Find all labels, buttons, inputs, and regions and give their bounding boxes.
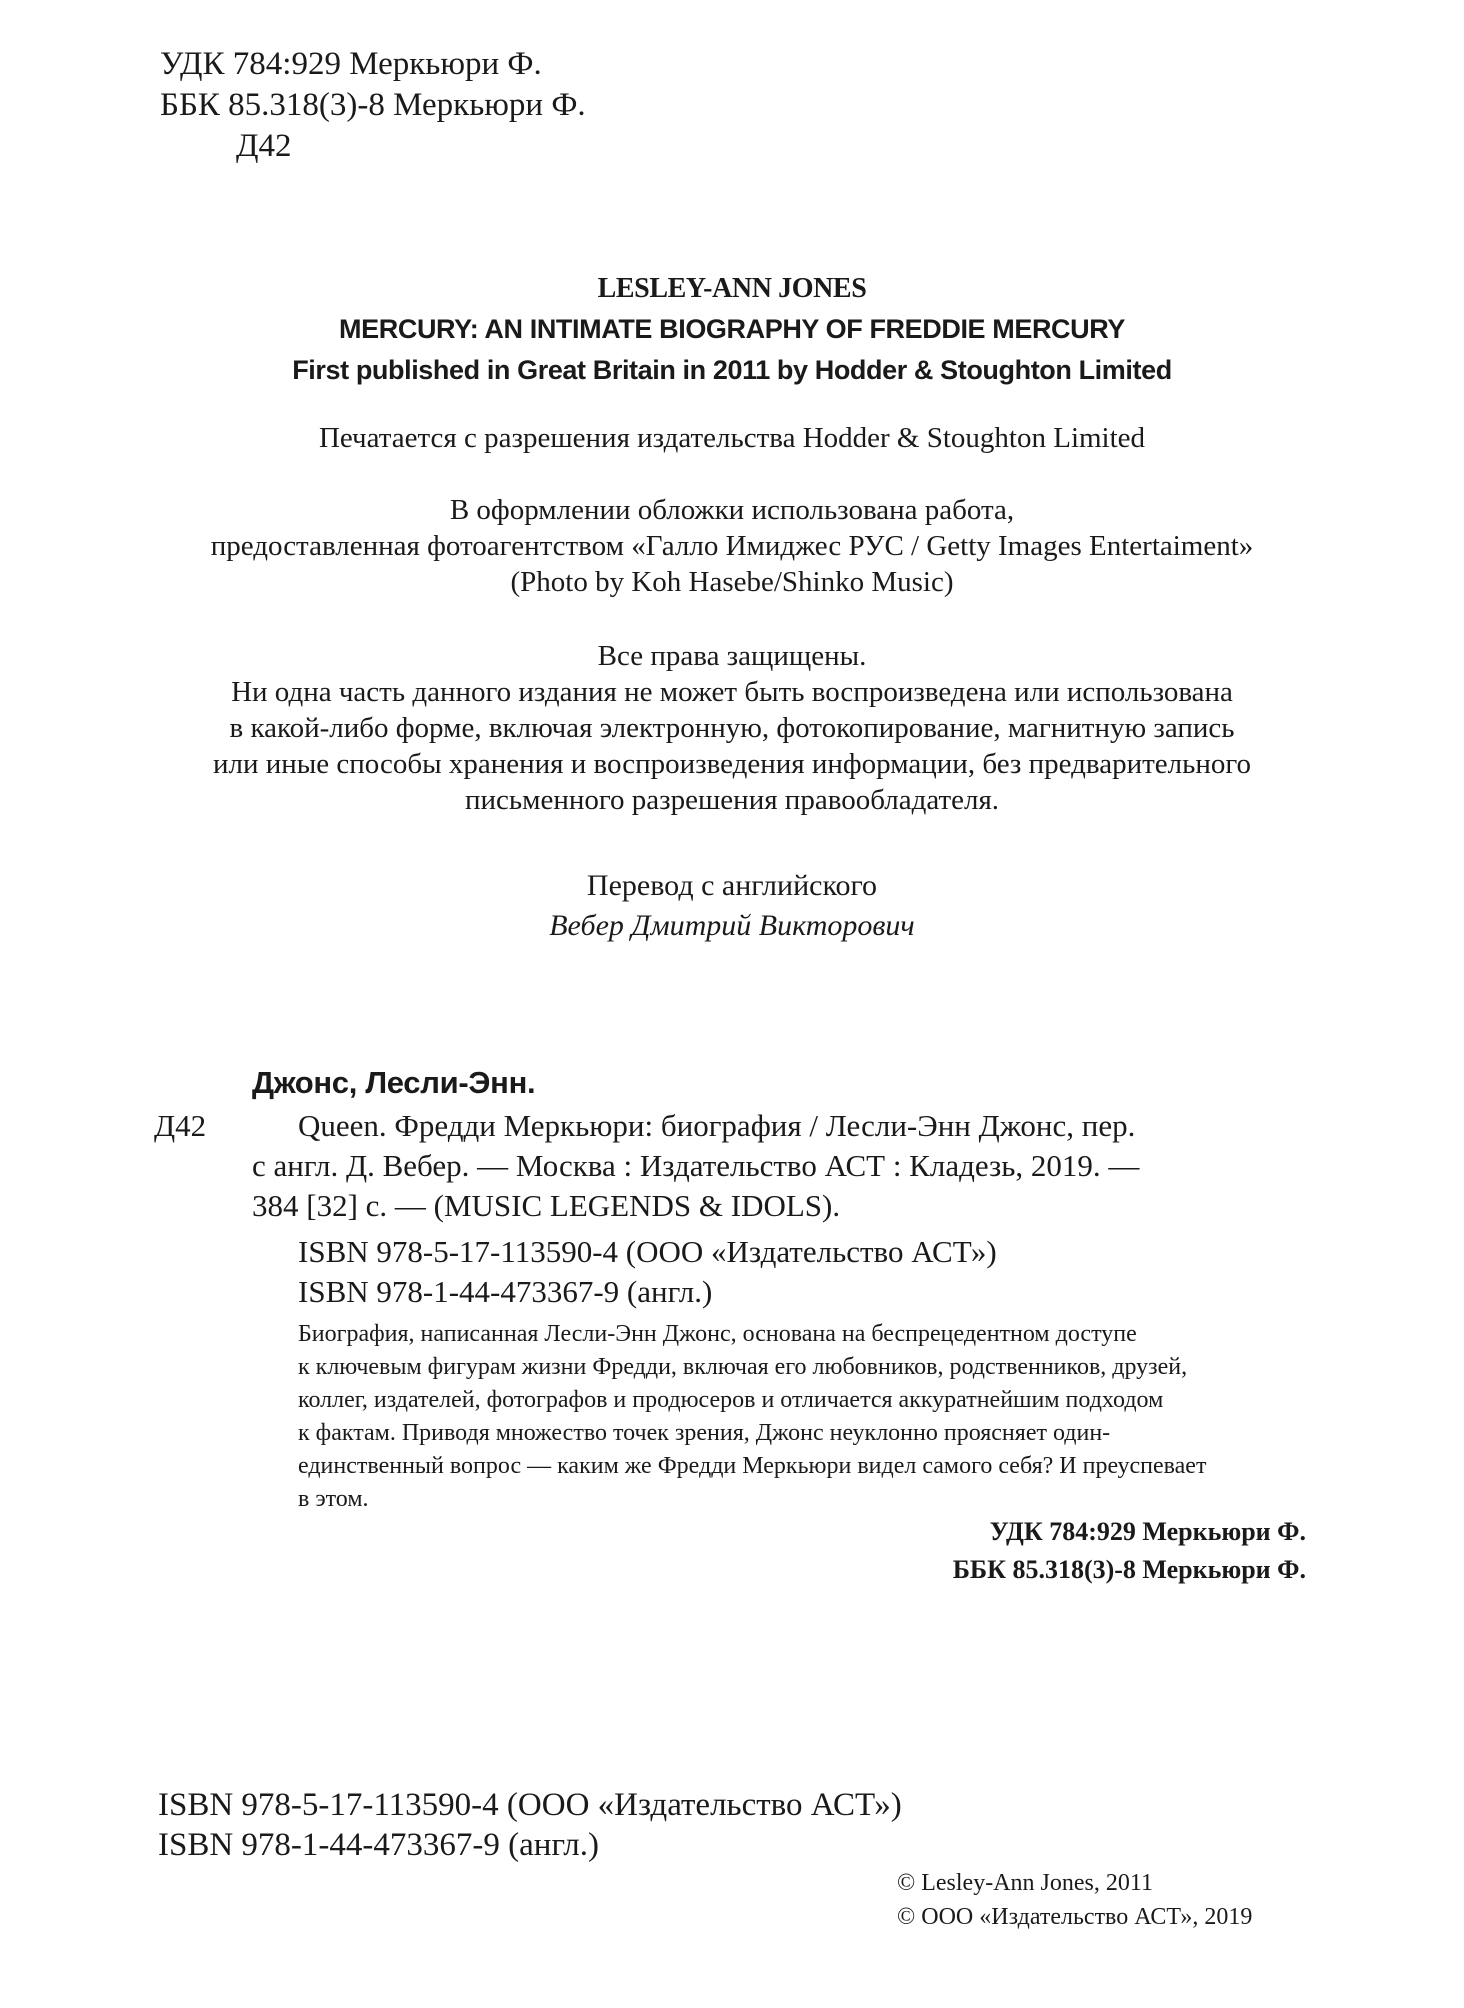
card-isbn-2: ISBN 978-1-44-473367-9 (англ.) [298,1274,713,1309]
annotation-line-6: в этом. [298,1486,369,1512]
original-published: First published in Great Britain in 2011 by Hodder & Stoughton Limited [292,355,1172,385]
card-author: Джонс, Лесли-Энн. [252,1065,536,1100]
annotation-line-5: единственный вопрос — каким же Фредди Меркьюри видел самого себя? И преуспевает [298,1453,1207,1479]
original-edition-block [0,268,1464,391]
card-desc-line-3: 384 [32] с. — (MUSIC LEGENDS & IDOLS). [252,1188,841,1223]
rights-line-1: Все права защищены. [597,640,867,672]
rights-line-4: или иные способы хранения и воспроизведения информации, без предварительного [212,748,1252,780]
translation-block [0,866,1464,946]
annotation-line-2: к ключевым фигурам жизни Фредди, включая его любовников, родственников, друзей, [298,1354,1188,1380]
card-isbn-block [298,1232,997,1312]
card-index: Д42 [154,1108,207,1143]
translation-label: Перевод с английского [586,869,878,902]
bottom-isbn-block [158,1785,902,1865]
cover-credit-line-1: В оформлении обложки использована работа, [449,494,1015,526]
top-author-mark: Д42 [236,128,292,164]
cover-credit-line-3: (Photo by Koh Hasebe/Shinko Music) [510,566,954,598]
card-classification-codes [953,1513,1306,1589]
copyright-line-2: © ООО «Издательство АСТ», 2019 [897,1904,1253,1930]
card-description [252,1106,1304,1226]
top-classification-block [160,44,586,167]
copyright-line-1: © Lesley-Ann Jones, 2011 [897,1870,1153,1896]
annotation-line-4: к фактам. Приводя множество точек зрения, Джонс неуклонно проясняет один- [298,1420,1111,1446]
card-desc-line-2: с англ. Д. Вебер. — Москва : Издательство АСТ : Кладезь, 2019. — [252,1148,1140,1183]
top-bbk: ББК 85.318(3)-8 Меркьюри Ф. [160,87,586,123]
rights-line-5: письменного разрешения правообладателя. [464,784,1000,816]
permission-text: Печатается с разрешения издательства Hodder & Stoughton Limited [318,422,1146,454]
copyright-block [897,1866,1252,1934]
annotation-line-3: коллег, издателей, фотографов и продюсеров и отличается аккуратнейшим подходом [298,1387,1164,1413]
cover-credit-line-2: предоставленная фотоагентством «Галло Имиджес РУС / Getty Images Entertaiment» [210,530,1254,562]
top-udk: УДК 784:929 Меркьюри Ф. [160,46,542,82]
rights-block [0,638,1464,818]
original-author: LESLEY-ANN JONES [597,273,867,304]
permission-note [0,420,1464,456]
original-title: MERCURY: AN INTIMATE BIOGRAPHY OF FREDDIE MERCURY [339,314,1125,344]
card-annotation [298,1318,1308,1516]
annotation-line-1: Биография, написанная Лесли-Энн Джонс, основана на беспрецедентном доступе [298,1321,1137,1347]
card-udk: УДК 784:929 Меркьюри Ф. [989,1517,1306,1546]
rights-line-2: Ни одна часть данного издания не может быть воспроизведена или использована [231,676,1233,708]
bottom-isbn-1: ISBN 978-5-17-113590-4 (ООО «Издательство АСТ») [158,1787,902,1823]
cover-credit-block [0,492,1464,600]
translator-name: Вебер Дмитрий Викторович [549,909,915,942]
card-desc-line-1: Queen. Фредди Меркьюри: биография / Лесли-Энн Джонс, пер. [298,1108,1136,1143]
card-bbk: ББК 85.318(3)-8 Меркьюри Ф. [952,1555,1306,1584]
rights-line-3: в какой-либо форме, включая электронную, фотокопирование, магнитную запись [229,712,1235,744]
card-isbn-1: ISBN 978-5-17-113590-4 (ООО «Издательство АСТ») [298,1234,997,1269]
bottom-isbn-2: ISBN 978-1-44-473367-9 (англ.) [158,1827,600,1863]
